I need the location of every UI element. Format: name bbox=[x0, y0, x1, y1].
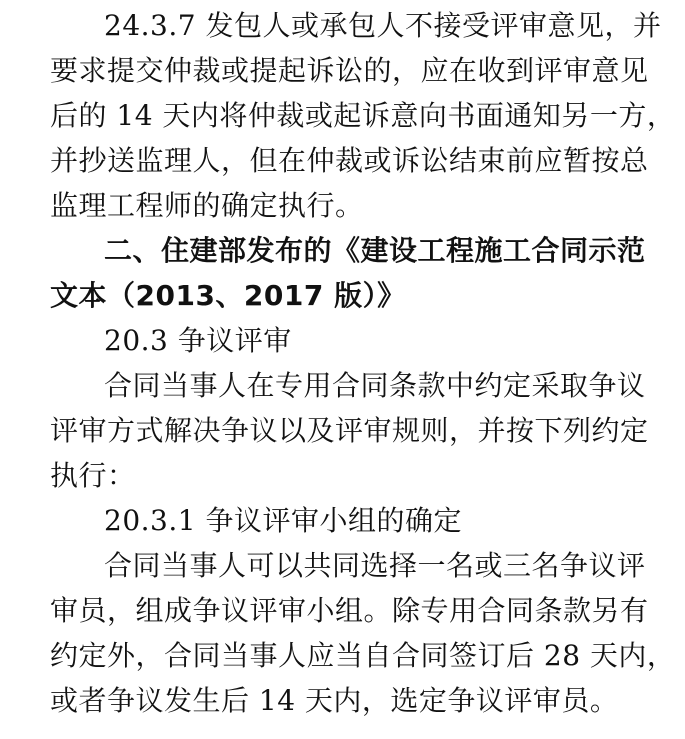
clause-20-3-1-line-2: 审员，组成争议评审小组。除专用合同条款另有 bbox=[50, 594, 649, 627]
clause-20-3-1-line-3: 约定外，合同当事人应当自合同签订后 28 天内， bbox=[50, 639, 676, 672]
clause-20-3-line-2: 评审方式解决争议以及评审规则，并按下列约定 bbox=[50, 414, 649, 447]
clause-20-3-1-title: 20.3.1 争议评审小组的确定 bbox=[104, 504, 462, 537]
clause-20-3-title: 20.3 争议评审 bbox=[104, 324, 292, 357]
clause-24-3-7-line-1: 24.3.7 发包人或承包人不接受评审意见，并 bbox=[104, 9, 662, 42]
clause-24-3-7-line-4: 并抄送监理人，但在仲裁或诉讼结束前应暂按总 bbox=[50, 144, 649, 177]
clause-20-3-1-line-1: 合同当事人可以共同选择一名或三名争议评 bbox=[104, 549, 646, 582]
clause-20-3-line-3: 执行： bbox=[50, 459, 136, 492]
clause-24-3-7-line-3: 后的 14 天内将仲裁或起诉意向书面通知另一方， bbox=[50, 99, 676, 132]
clause-20-3-1-line-4: 或者争议发生后 14 天内，选定争议评审员。 bbox=[50, 684, 619, 717]
clause-24-3-7-line-2: 要求提交仲裁或提起诉讼的，应在收到评审意见 bbox=[50, 54, 649, 87]
clause-24-3-7-line-5: 监理工程师的确定执行。 bbox=[50, 189, 364, 222]
section-heading-line-1: 二、住建部发布的《建设工程施工合同示范 bbox=[104, 234, 646, 267]
clause-20-3-line-1: 合同当事人在专用合同条款中约定采取争议 bbox=[104, 369, 646, 402]
section-heading-line-2: 文本（2013、2017 版）》 bbox=[50, 279, 406, 312]
